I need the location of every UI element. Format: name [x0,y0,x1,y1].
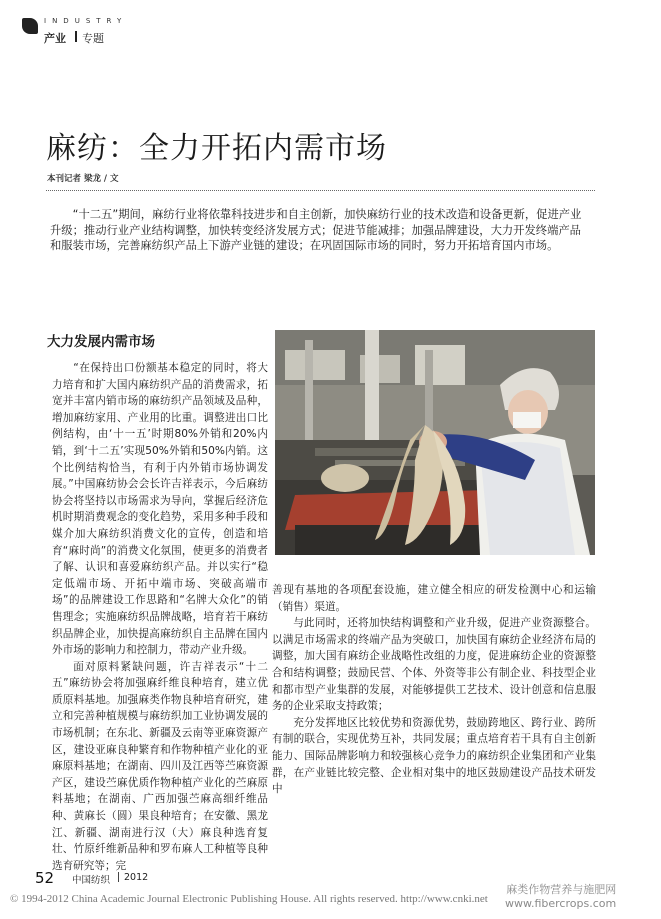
paragraph: 与此同时，还将加快结构调整和产业升级，促进产业资源整合。以满足市场需求的终端产品为突破口，加快国有麻纺企业经济布局的调整，加大国有麻纺企业战略性改组的力度，促进麻纺企业的资源整合和结构调整；鼓励民营、个体、外资等非公有制企业、科技型企业和都市型产业集群的发展，对能够提供工艺技术、设计创意和信息服务的企业采取支持政策； [272,617,596,713]
copyright-notice: © 1994-2012 China Academic Journal Electronic Publishing House. All rights reserved. http://www.cnki.net [10,893,488,905]
subsection-label: 专题 [82,32,104,45]
right-column [272,582,596,867]
footer-divider [118,872,119,882]
article-title: 麻纺：全力开拓内需市场 [46,131,387,166]
section-label-en: INDUSTRY [44,17,128,25]
magazine-name: 中国纺织 [72,875,111,886]
watermark [505,883,616,911]
article-lede: “十二五”期间，麻纺行业将依靠科技进步和自主创新，加快麻纺行业的技术改造和设备更新，促进产业升级；推动行业产业结构调整，加快转变经济发展方式；促进节能减排；加强品牌建设，大力开发终端产品和服装市场，完善麻纺织产品上下游产业链的建设；在巩固国际市场的同时，努力开拓培育国内市场。 [50,208,582,252]
section-label: 产业 [44,32,66,45]
paragraph: 面对原料紧缺问题，许吉祥表示“十二五”麻纺协会将加强麻纤维良种培育，建立优质原料基地。加强麻类作物良种培育研究，建立和完善种植规模与麻纺织加工业协调发展的市场机制；在东北、新疆及云南等亚麻资源产区，建设亚麻良种繁育和作物种植产业化的亚麻原料基地；在湖南、四川及江西等苎麻资源产区，建设苎麻优质作物种植产业化的苎麻原料基地；在湖南、广西加强苎麻高细纤维品种、黄麻长（圆）果良种培育；在安徽、黑龙江、新疆、湖南进行汉（大）麻良种选育复壮、竹原纤维新品种和罗布麻人工种植等良种选育研究等；完 [52,660,268,872]
factory-photo [275,330,595,555]
section-divider [75,31,77,42]
watermark-url: www.fibercrops.com [505,897,617,910]
left-column [52,360,268,872]
section-heading: 大力发展内需市场 [47,334,155,350]
photo-illustration [275,330,595,555]
page-number: 52 [35,869,55,887]
issue-year: 2012 [124,872,149,883]
brand-logo-icon [22,18,38,34]
paragraph: 充分发挥地区比较优势和资源优势，鼓励跨地区、跨行业、跨所有制的联合，实现优势互补，共同发展；重点培育若干具有自主创新能力、国际品牌影响力和较强核心竞争力的麻纺织企业集团和产业集群，在产业链比较完整、企业相对集中的地区鼓励建设产品技术研发中 [272,716,596,796]
byline: 本刊记者 梁龙 / 文 [47,174,119,184]
paragraph: “在保持出口份额基本稳定的同时，将大力培育和扩大国内麻纺织产品的消费需求，拓宽并丰富内销市场的麻纺织产品领域及品种，增加麻纺家用、产业用的比重。调整进出口比例结构，由‘十一五’时期80%外销和20%内销，到‘十二五’实现50%外销和50%内销。这个比例结构恰当，有利于内外销市场协调发展。”中国麻纺协会会长许吉祥表示，今后麻纺协会将坚持以市场需求为导向，掌握后经济危机时期消费观念的变化趋势，采用多种手段和媒介加大麻纺织消费文化的宣传，创造和培育“麻时尚”的消费文化氛围，使更多的消费者了解、认识和喜爱麻纺织产品。并以实行“稳定低端市场、开拓中端市场、突破高端市场”的品牌建设工作思路和“名牌大众化”的销售理念；实施麻纺织品牌战略，培育若干麻纺织品牌企业，加快提高麻纺织自主品牌在国内外市场的影响力和控制力，带动产业升级。 [52,362,268,657]
paragraph: 善现有基地的各项配套设施，建立健全相应的研发检测中心和运输（销售）渠道。 [272,584,596,613]
dotted-divider [46,190,595,191]
watermark-line: 麻类作物营养与施肥网 [506,883,617,896]
